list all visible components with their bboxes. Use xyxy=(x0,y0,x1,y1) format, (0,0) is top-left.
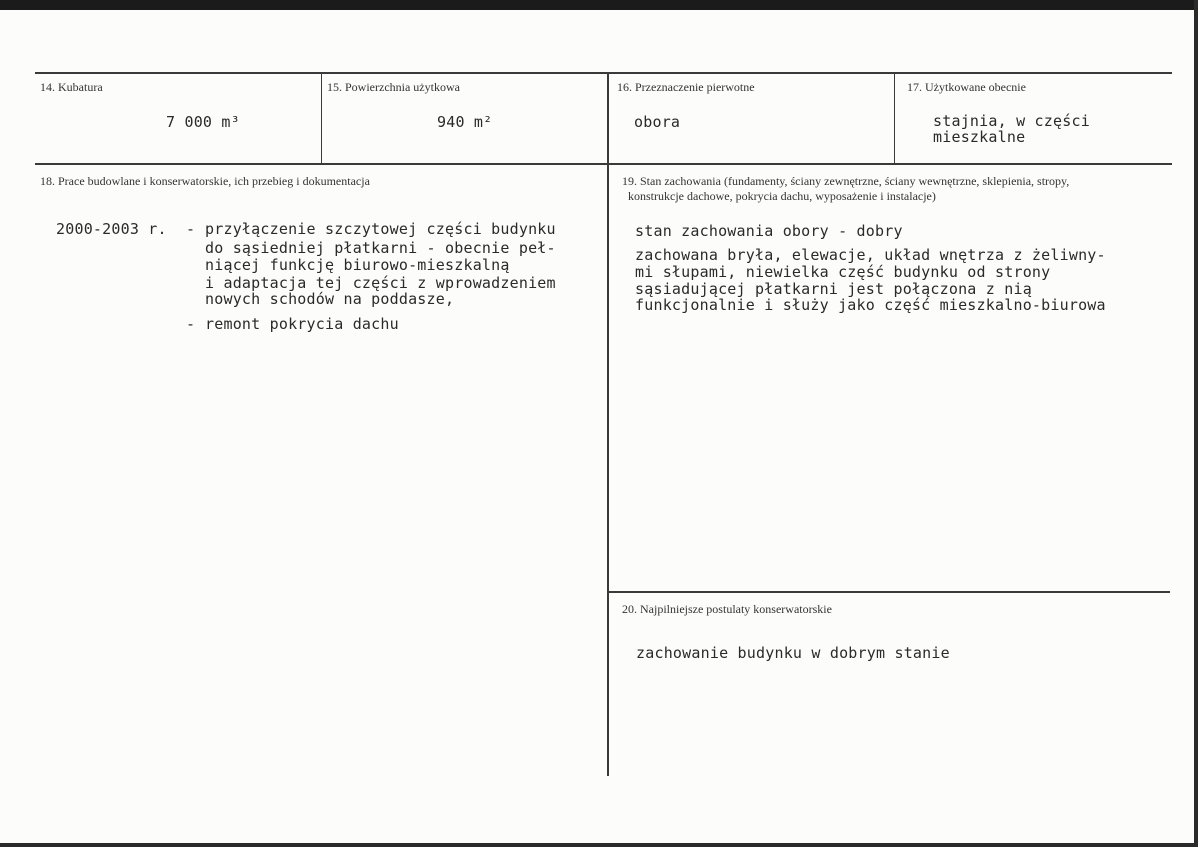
field-17-label: 17. Użytkowane obecnie xyxy=(907,80,1026,94)
field-18-label: 18. Prace budowlane i konserwatorskie, ich przebieg i dokumentacja xyxy=(40,174,370,188)
field-19-para-line-2: mi słupami, niewielka część budynku od strony xyxy=(635,263,1051,281)
form-line-field20-top xyxy=(607,591,1170,593)
field-18-dash-1: - xyxy=(186,220,196,238)
field-18-item-1-line-5: nowych schodów na poddasze, xyxy=(205,290,455,308)
form-line-top xyxy=(35,72,1172,74)
field-20-label: 20. Najpilniejsze postulaty konserwatorskie xyxy=(622,602,832,616)
field-18-item-1-line-4: i adaptacja tej części z wprowadzeniem xyxy=(205,274,556,292)
form-divider-14-15 xyxy=(321,72,322,164)
field-18-dash-2: - xyxy=(186,315,196,333)
scan-bottom-edge xyxy=(0,843,1198,847)
scan-right-edge xyxy=(1194,0,1198,847)
field-18-item-1-line-1: przyłączenie szczytowej części budynku xyxy=(205,220,556,238)
field-19-para-line-3: sąsiadującej płatkarni jest połączona z nią xyxy=(635,280,1032,298)
field-17-value-line-2: mieszkalne xyxy=(933,128,1026,146)
form-divider-main xyxy=(607,72,609,776)
form-line-row1-bottom xyxy=(35,163,1172,165)
field-19-para-line-1: zachowana bryła, elewacje, układ wnętrza z żeliwny- xyxy=(635,246,1106,264)
field-18-item-2: remont pokrycia dachu xyxy=(205,315,399,333)
field-19-label-line-1: 19. Stan zachowania (fundamenty, ściany zewnętrzne, ściany wewnętrzne, sklepienia, stropy, xyxy=(622,174,1070,188)
field-18-date: 2000-2003 r. xyxy=(56,220,167,238)
field-19-label-line-2: konstrukcje dachowe, pokrycia dachu, wyposażenie i instalacje) xyxy=(628,189,936,203)
field-17-value-line-1: stajnia, w części xyxy=(933,112,1090,130)
form-divider-16-17 xyxy=(894,72,895,164)
scan-top-edge xyxy=(0,0,1198,10)
field-20-value: zachowanie budynku w dobrym stanie xyxy=(636,644,950,662)
field-14-value: 7 000 m³ xyxy=(166,113,240,131)
field-14-label: 14. Kubatura xyxy=(40,80,103,94)
field-19-state-line: stan zachowania obory - dobry xyxy=(635,222,903,240)
field-19-para-line-4: funkcjonalnie i służy jako część mieszkalno-biurowa xyxy=(635,296,1106,314)
field-16-value: obora xyxy=(634,113,681,131)
field-18-item-1-line-3: niącej funkcję biurowo-mieszkalną xyxy=(205,256,510,274)
field-16-label: 16. Przeznaczenie pierwotne xyxy=(617,80,755,94)
field-18-item-1-line-2: do sąsiedniej płatkarni - obecnie peł- xyxy=(205,239,556,257)
field-15-label: 15. Powierzchnia użytkowa xyxy=(327,80,460,94)
field-15-value: 940 m² xyxy=(437,113,493,131)
